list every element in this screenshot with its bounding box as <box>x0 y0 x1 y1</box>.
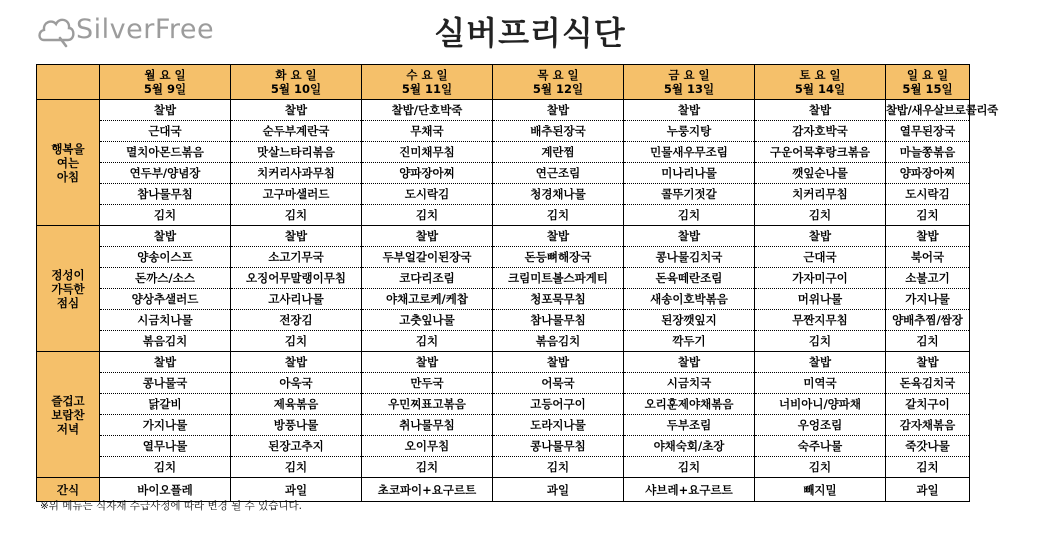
menu-cell: 볶음김치 <box>100 331 231 352</box>
dinner-row <box>37 436 970 457</box>
meal-label-line: 가득한 <box>51 281 85 296</box>
menu-cell: 오징어무말랭이무침 <box>231 268 362 289</box>
menu-cell: 김치 <box>493 205 624 226</box>
menu-cell: 고사리나물 <box>231 289 362 310</box>
menu-cell: 김치 <box>231 205 362 226</box>
menu-cell: 콩나물김치국 <box>624 247 755 268</box>
menu-cell: 너비아니/양파채 <box>755 394 886 415</box>
dinner-label <box>37 352 100 478</box>
menu-cell: 돈육김치국 <box>886 373 970 394</box>
day-name: 토 요 일 <box>799 68 841 82</box>
menu-cell: 도시락김 <box>886 184 970 205</box>
menu-cell: 두부조림 <box>624 415 755 436</box>
menu-cell: 어묵국 <box>493 373 624 394</box>
day-name: 수 요 일 <box>406 68 448 82</box>
menu-cell: 취나물무침 <box>362 415 493 436</box>
menu-cell: 열무된장국 <box>886 121 970 142</box>
dinner-section <box>37 352 970 478</box>
lunch-section <box>37 226 970 352</box>
menu-cell: 가자미구이 <box>755 268 886 289</box>
menu-cell: 된장깻잎지 <box>624 310 755 331</box>
menu-cell: 찰밥 <box>755 100 886 121</box>
menu-cell: 가지나물 <box>886 289 970 310</box>
meal-label-line: 점심 <box>56 295 80 310</box>
menu-cell: 김치 <box>362 205 493 226</box>
menu-cell: 김치 <box>624 205 755 226</box>
day-header <box>624 65 755 100</box>
menu-cell: 양상추샐러드 <box>100 289 231 310</box>
day-name: 금 요 일 <box>668 68 710 82</box>
menu-cell: 김치 <box>886 205 970 226</box>
menu-cell: 찰밥 <box>362 226 493 247</box>
menu-cell: 김치 <box>493 457 624 478</box>
menu-cell: 찰밥 <box>231 100 362 121</box>
menu-cell: 마늘쫑볶음 <box>886 142 970 163</box>
menu-cell: 찰밥 <box>755 226 886 247</box>
menu-cell: 양파장아찌 <box>886 163 970 184</box>
menu-cell: 야채숙회/초장 <box>624 436 755 457</box>
menu-cell: 청경채나물 <box>493 184 624 205</box>
dinner-row <box>37 373 970 394</box>
menu-cell: 소불고기 <box>886 268 970 289</box>
dinner-row <box>37 457 970 478</box>
lunch-label <box>37 226 100 352</box>
day-date: 5월 15일 <box>902 82 953 96</box>
menu-cell: 갈치구이 <box>886 394 970 415</box>
menu-cell: 제육볶음 <box>231 394 362 415</box>
meal-label-line: 보람찬 <box>51 407 85 422</box>
menu-cell: 김치 <box>755 457 886 478</box>
menu-cell: 가지나물 <box>100 415 231 436</box>
menu-cell: 찰밥 <box>493 100 624 121</box>
menu-cell: 시금치국 <box>624 373 755 394</box>
menu-cell: 과일 <box>886 478 970 502</box>
menu-cell: 고구마샐러드 <box>231 184 362 205</box>
menu-cell: 전장김 <box>231 310 362 331</box>
menu-cell: 배추된장국 <box>493 121 624 142</box>
lunch-row <box>37 331 970 352</box>
menu-cell: 찰밥 <box>231 352 362 373</box>
menu-cell: 찰밥 <box>624 226 755 247</box>
menu-cell: 맛살느타리볶음 <box>231 142 362 163</box>
menu-cell: 도라지나물 <box>493 415 624 436</box>
menu-cell: 무짠지무침 <box>755 310 886 331</box>
menu-cell: 연두부/양념장 <box>100 163 231 184</box>
lunch-row <box>37 310 970 331</box>
day-date: 5월 10일 <box>270 82 322 96</box>
menu-cell: 크림미트볼스파게티 <box>493 268 624 289</box>
page-title: 실버프리식단 <box>434 14 626 52</box>
day-header <box>100 65 231 100</box>
menu-cell: 참나물무침 <box>100 184 231 205</box>
day-name: 월 요 일 <box>144 68 186 82</box>
menu-cell: 시금치나물 <box>100 310 231 331</box>
corner-cell <box>37 65 100 100</box>
menu-cell: 돈육떼란조림 <box>624 268 755 289</box>
menu-cell: 머위나물 <box>755 289 886 310</box>
menu-cell: 찰밥 <box>362 352 493 373</box>
menu-cell: 찰밥/단호박죽 <box>362 100 493 121</box>
menu-cell: 찰밥 <box>493 226 624 247</box>
menu-cell: 구운어묵후랑크볶음 <box>755 142 886 163</box>
day-date: 5월 13일 <box>663 82 715 96</box>
breakfast-row <box>37 184 970 205</box>
menu-cell: 찰밥 <box>100 100 231 121</box>
menu-cell: 김치 <box>755 205 886 226</box>
menu-cell: 찰밥 <box>624 352 755 373</box>
day-header <box>493 65 624 100</box>
menu-cell: 멸치아몬드볶음 <box>100 142 231 163</box>
menu-cell: 볶음김치 <box>493 331 624 352</box>
menu-cell: 찰밥 <box>100 352 231 373</box>
menu-cell: 된장고추지 <box>231 436 362 457</box>
breakfast-row <box>37 100 970 121</box>
menu-cell: 참나물무침 <box>493 310 624 331</box>
day-name: 화 요 일 <box>275 68 317 82</box>
meal-label-line: 행복을 <box>51 141 85 156</box>
day-header <box>886 65 970 100</box>
menu-cell: 무채국 <box>362 121 493 142</box>
day-date: 5월 11일 <box>401 82 453 96</box>
menu-cell: 고등어구이 <box>493 394 624 415</box>
menu-cell: 누룽지탕 <box>624 121 755 142</box>
menu-cell: 찰밥 <box>624 100 755 121</box>
day-name: 일 요 일 <box>906 68 949 82</box>
menu-cell: 민물새우무조림 <box>624 142 755 163</box>
menu-cell: 소고기무국 <box>231 247 362 268</box>
menu-cell: 방풍나물 <box>231 415 362 436</box>
breakfast-row <box>37 142 970 163</box>
menu-cell: 죽갓나물 <box>886 436 970 457</box>
breakfast-section <box>37 100 998 226</box>
menu-cell: 북어국 <box>886 247 970 268</box>
menu-cell: 두부얼갈이된장국 <box>362 247 493 268</box>
breakfast-row <box>37 163 970 184</box>
menu-cell: 만두국 <box>362 373 493 394</box>
menu-cell: 연근조림 <box>493 163 624 184</box>
breakfast-row <box>37 205 970 226</box>
meal-label-line: 정성이 <box>51 267 85 282</box>
dinner-row <box>37 415 970 436</box>
meal-label-line: 아침 <box>56 169 80 184</box>
menu-cell: 새송이호박볶음 <box>624 289 755 310</box>
menu-cell: 빼지밀 <box>755 478 886 502</box>
menu-table <box>36 64 998 502</box>
day-header <box>231 65 362 100</box>
menu-cell: 치커리사과무침 <box>231 163 362 184</box>
snack-label: 간식 <box>37 478 100 502</box>
menu-cell: 오이무침 <box>362 436 493 457</box>
day-header <box>362 65 493 100</box>
menu-cell: 미나리나물 <box>624 163 755 184</box>
breakfast-label <box>37 100 100 226</box>
menu-cell: 찰밥 <box>100 226 231 247</box>
menu-cell: 깻잎순나물 <box>755 163 886 184</box>
menu-cell: 돈까스/소스 <box>100 268 231 289</box>
menu-cell: 아욱국 <box>231 373 362 394</box>
menu-cell: 초코파이+요구르트 <box>362 478 493 502</box>
menu-cell: 콜뚜기젓갈 <box>624 184 755 205</box>
breakfast-row <box>37 121 970 142</box>
menu-cell: 감자호박국 <box>755 121 886 142</box>
menu-cell: 양파장아찌 <box>362 163 493 184</box>
menu-cell: 김치 <box>886 331 970 352</box>
menu-cell: 야채고로케/케찹 <box>362 289 493 310</box>
day-header-row <box>37 65 970 100</box>
dinner-row <box>37 394 970 415</box>
menu-cell: 고춧잎나물 <box>362 310 493 331</box>
menu-cell: 진미채무침 <box>362 142 493 163</box>
menu-cell: 바이오플레 <box>100 478 231 502</box>
day-name: 목 요 일 <box>537 68 579 82</box>
menu-cell: 김치 <box>231 331 362 352</box>
menu-cell: 돈등뼈해장국 <box>493 247 624 268</box>
menu-cell: 김치 <box>886 457 970 478</box>
lunch-row <box>37 289 970 310</box>
menu-cell: 콩나물국 <box>100 373 231 394</box>
menu-cell: 찰밥 <box>886 352 970 373</box>
menu-cell: 우민찌표고볶음 <box>362 394 493 415</box>
menu-cell: 김치 <box>231 457 362 478</box>
menu-cell: 양배추찜/쌈장 <box>886 310 970 331</box>
menu-cell: 우엉조림 <box>755 415 886 436</box>
meal-label-line: 저녁 <box>56 421 80 436</box>
logo-text: SilverFree <box>76 14 215 45</box>
menu-cell: 치커리무침 <box>755 184 886 205</box>
menu-cell: 청포묵무침 <box>493 289 624 310</box>
menu-cell: 과일 <box>231 478 362 502</box>
menu-cell: 샤브레+요구르트 <box>624 478 755 502</box>
menu-cell: 근대국 <box>755 247 886 268</box>
menu-cell: 김치 <box>362 331 493 352</box>
menu-cell: 닭갈비 <box>100 394 231 415</box>
menu-cell: 열무나물 <box>100 436 231 457</box>
menu-cell: 감자채볶음 <box>886 415 970 436</box>
menu-cell: 찰밥 <box>886 226 970 247</box>
lunch-row <box>37 247 970 268</box>
menu-cell: 깍두기 <box>624 331 755 352</box>
day-date: 5월 9일 <box>143 82 187 96</box>
menu-cell: 김치 <box>100 205 231 226</box>
menu-cell: 콩나물무침 <box>493 436 624 457</box>
day-date: 5월 12일 <box>532 82 584 96</box>
footnote: ※위 메뉴는 식자재 수급사정에 따라 변경 될 수 있습니다. <box>40 500 302 512</box>
menu-cell: 도시락김 <box>362 184 493 205</box>
day-header <box>755 65 886 100</box>
menu-cell: 오리훈제야채볶음 <box>624 394 755 415</box>
menu-cell: 순두부계란국 <box>231 121 362 142</box>
menu-cell: 찰밥 <box>755 352 886 373</box>
menu-cell: 양송이스프 <box>100 247 231 268</box>
menu-cell: 김치 <box>362 457 493 478</box>
menu-cell: 김치 <box>624 457 755 478</box>
lunch-row <box>37 268 970 289</box>
menu-cell: 김치 <box>755 331 886 352</box>
menu-cell: 찰밥 <box>231 226 362 247</box>
menu-cell: 숙주나물 <box>755 436 886 457</box>
meal-label-line: 여는 <box>56 155 80 170</box>
menu-cell: 미역국 <box>755 373 886 394</box>
menu-cell: 과일 <box>493 478 624 502</box>
lunch-row <box>37 226 970 247</box>
menu-cell: 계란찜 <box>493 142 624 163</box>
menu-cell: 찰밥 <box>493 352 624 373</box>
menu-cell: 근대국 <box>100 121 231 142</box>
menu-cell: 찰밥/새우살브로콜리죽 <box>886 100 970 121</box>
menu-cell: 김치 <box>100 457 231 478</box>
dinner-row <box>37 352 970 373</box>
menu-cell: 코다리조림 <box>362 268 493 289</box>
day-date: 5월 14일 <box>794 82 846 96</box>
meal-label-line: 즐겁고 <box>51 393 85 408</box>
